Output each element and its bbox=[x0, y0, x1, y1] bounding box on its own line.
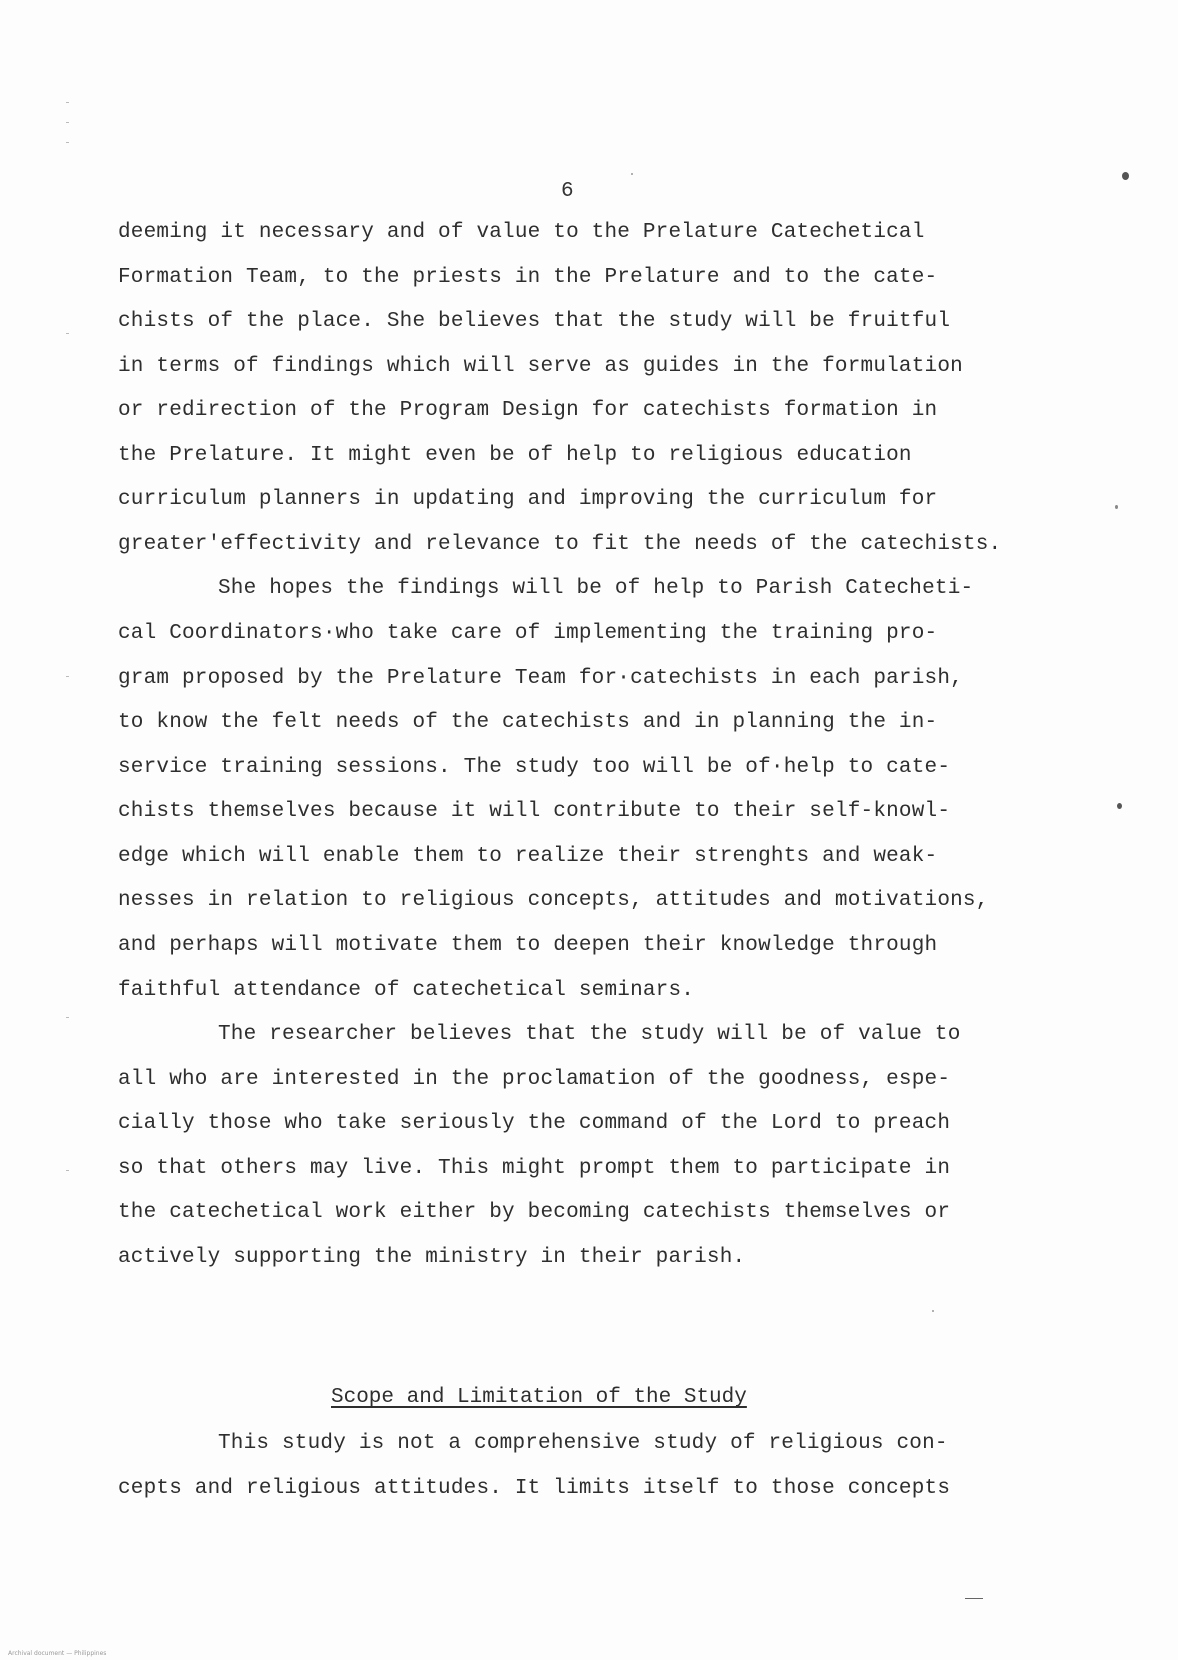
paragraph-1-line: curriculum planners in updating and improving the curriculum for bbox=[118, 488, 938, 511]
margin-tick bbox=[66, 676, 69, 677]
paragraph-3-line: all who are interested in the proclamation of the goodness, espe- bbox=[118, 1068, 951, 1091]
scan-speck bbox=[631, 173, 633, 175]
paragraph-2-line: nesses in relation to religious concepts, attitudes and motivations, bbox=[118, 889, 989, 912]
scan-footer: Archival document — Philippines bbox=[8, 1650, 107, 1657]
page-number: 6 bbox=[561, 180, 574, 203]
paragraph-2-line: cal Coordinators·who take care of implementing the training pro- bbox=[118, 622, 938, 645]
paragraph-3-line: actively supporting the ministry in their parish. bbox=[118, 1246, 746, 1269]
scan-speck bbox=[1122, 172, 1129, 180]
paragraph-2-line: service training sessions. The study too will be of·help to cate- bbox=[118, 756, 951, 779]
margin-dash bbox=[965, 1598, 983, 1599]
margin-tick bbox=[66, 1170, 69, 1171]
paragraph-1-line: chists of the place. She believes that the study will be fruitful bbox=[118, 310, 951, 333]
paragraph-1-line: in terms of findings which will serve as guides in the formulation bbox=[118, 355, 963, 378]
scan-speck bbox=[932, 1310, 934, 1312]
paragraph-3-line: so that others may live. This might prompt them to participate in bbox=[118, 1157, 951, 1180]
paragraph-1-line: or redirection of the Program Design for catechists formation in bbox=[118, 399, 938, 422]
paragraph-1-line: greater'effectivity and relevance to fit the needs of the catechists. bbox=[118, 533, 1002, 556]
paragraph-2-line: She hopes the findings will be of help to Parish Catecheti- bbox=[218, 577, 974, 600]
paragraph-2-line: edge which will enable them to realize their strenghts and weak- bbox=[118, 845, 938, 868]
margin-tick bbox=[66, 122, 69, 123]
margin-tick bbox=[66, 333, 69, 334]
section-heading: Scope and Limitation of the Study bbox=[331, 1386, 747, 1409]
scan-speck bbox=[1115, 505, 1118, 509]
section-paragraph-line: This study is not a comprehensive study of religious con- bbox=[218, 1432, 948, 1455]
paragraph-2-line: to know the felt needs of the catechists and in planning the in- bbox=[118, 711, 938, 734]
paragraph-2-line: gram proposed by the Prelature Team for·catechists in each parish, bbox=[118, 667, 963, 690]
paragraph-1-line: Formation Team, to the priests in the Prelature and to the cate- bbox=[118, 266, 938, 289]
paragraph-1-line: deeming it necessary and of value to the Prelature Catechetical bbox=[118, 221, 925, 244]
paragraph-2-line: and perhaps will motivate them to deepen their knowledge through bbox=[118, 934, 938, 957]
margin-tick bbox=[66, 1017, 69, 1018]
margin-tick bbox=[66, 142, 69, 143]
scan-speck bbox=[1117, 803, 1122, 809]
paragraph-1-line: the Prelature. It might even be of help to religious education bbox=[118, 444, 912, 467]
paragraph-3-line: cially those who take seriously the command of the Lord to preach bbox=[118, 1112, 951, 1135]
paragraph-3-line: the catechetical work either by becoming catechists themselves or bbox=[118, 1201, 951, 1224]
paragraph-3-line: The researcher believes that the study will be of value to bbox=[218, 1023, 961, 1046]
margin-tick bbox=[66, 102, 69, 103]
paragraph-2-line: chists themselves because it will contribute to their self-knowl- bbox=[118, 800, 951, 823]
paragraph-2-line: faithful attendance of catechetical seminars. bbox=[118, 979, 695, 1002]
section-paragraph-line: cepts and religious attitudes. It limits itself to those concepts bbox=[118, 1477, 951, 1500]
